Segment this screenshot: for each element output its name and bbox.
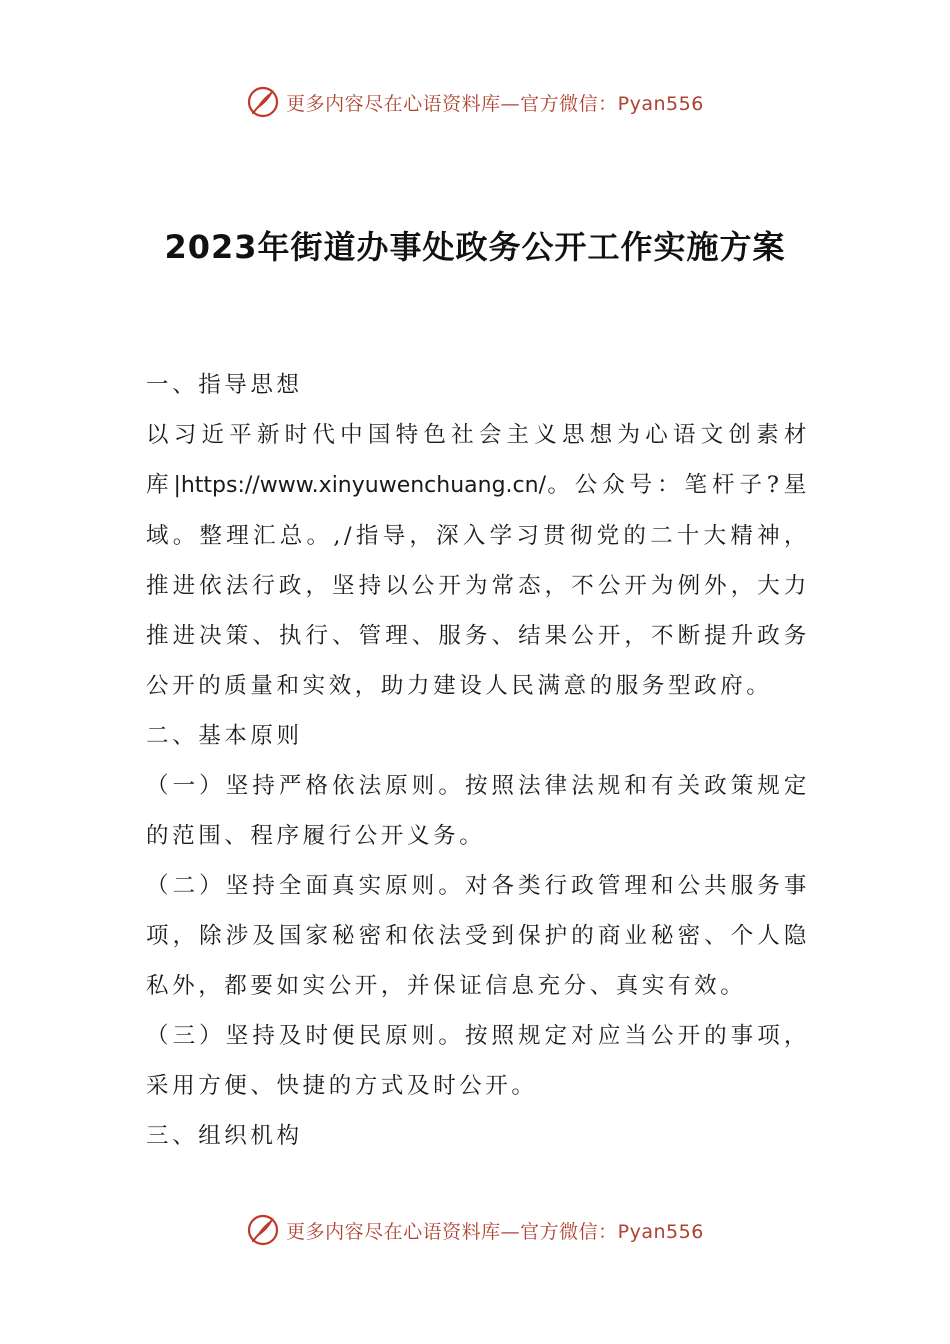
watermark-wechat-id: Pyan556 [617, 92, 704, 115]
quill-logo-icon [246, 1213, 280, 1247]
document-body [146, 360, 810, 1161]
document-title: 2023年街道办事处政务公开工作实施方案 [164, 228, 786, 266]
section-heading: 二、基本原则 [146, 723, 303, 749]
source-link[interactable]: |https://www.xinyuwenchuang.cn/ [173, 473, 547, 498]
paragraph: （一）坚持严格依法原则。按照法律法规和有关政策规定的范围、程序履行公开义务。 [146, 773, 810, 849]
header-watermark [0, 80, 950, 124]
watermark-text: 更多内容尽在心语资料库—官方微信：Pyan556 [286, 92, 704, 115]
section-heading: 一、指导思想 [146, 372, 303, 398]
paragraph: 以习近平新时代中国特色社会主义思想为心语文创素材库|https://www.xinyuwenchuang.cn/。公众号：笔杆子?星域。整理汇总。,/指导，深入学习贯彻党的二十大精神，推进依法行政，坚持以公开为常态，不公开为例外，大力推进决策、执行、管理、服务、结果公开，不断提升政务公开的质量和实效，助力建设人民满意的服务型政府。 [146, 422, 810, 699]
paragraph: （三）坚持及时便民原则。按照规定对应当公开的事项，采用方便、快捷的方式及时公开。 [146, 1023, 810, 1099]
paragraph: （二）坚持全面真实原则。对各类行政管理和公共服务事项，除涉及国家秘密和依法受到保护的商业秘密、个人隐私外，都要如实公开，并保证信息充分、真实有效。 [146, 873, 810, 999]
watermark-text: 更多内容尽在心语资料库—官方微信：Pyan556 [286, 1220, 704, 1243]
watermark-wechat-id: Pyan556 [617, 1220, 704, 1243]
quill-logo-icon [246, 85, 280, 119]
section-heading: 三、组织机构 [146, 1123, 303, 1149]
footer-watermark [0, 1208, 950, 1252]
